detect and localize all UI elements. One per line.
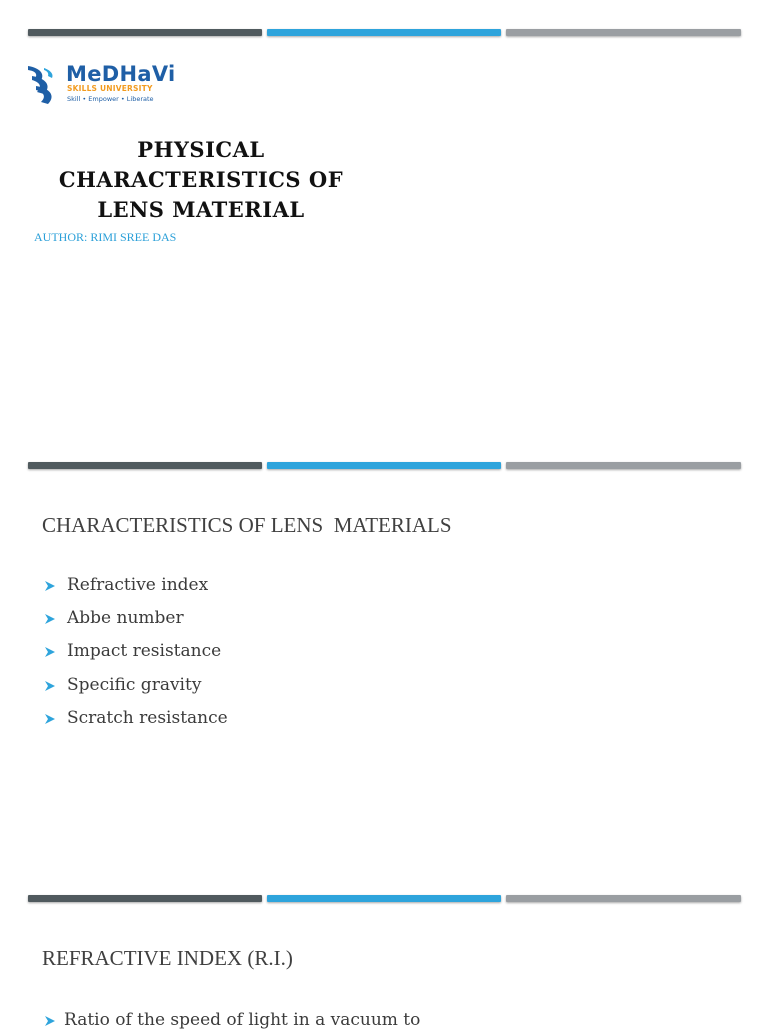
bar-gray [506, 462, 741, 469]
section-heading: CHARACTERISTICS OF LENS MATERIALS [42, 513, 452, 537]
bar-blue [267, 895, 501, 902]
list-item [44, 608, 228, 641]
list-item [44, 641, 228, 674]
characteristics-list [44, 575, 228, 741]
title-line-1: PHYSICAL [137, 137, 265, 162]
list-item-label: Scratch resistance [67, 707, 228, 728]
list-item [44, 575, 228, 608]
bar-blue [267, 462, 501, 469]
slide-top-bars [28, 895, 741, 903]
list-item [44, 675, 228, 708]
list-item [44, 708, 228, 741]
author-credit: AUTHOR: RIMI SREE DAS [34, 230, 177, 244]
bar-dark [28, 462, 262, 469]
list-item [44, 1010, 420, 1030]
arrow-bullet-icon [44, 580, 56, 592]
slide-top-bars [28, 462, 741, 470]
arrow-bullet-icon [44, 613, 56, 625]
list-item-label: Refractive index [67, 575, 209, 595]
arrow-bullet-icon [44, 713, 56, 725]
list-item-label: Impact resistance [67, 641, 222, 662]
list-item-label: Specific gravity [67, 674, 202, 695]
title-line-2: CHARACTERISTICS OF [58, 167, 344, 192]
arrow-bullet-icon [44, 1015, 56, 1027]
logo-name: MeDHaVi [66, 62, 176, 86]
arrow-bullet-icon [44, 646, 56, 658]
list-item-label: Ratio of the speed of light in a vacuum to [64, 1010, 421, 1030]
section-heading-refractive: REFRACTIVE INDEX (R.I.) [42, 946, 293, 970]
list-item-label: Abbe number [67, 608, 184, 629]
logo-subtitle: SKILLS UNIVERSITY [67, 84, 153, 93]
arrow-bullet-icon [44, 680, 56, 692]
logo-tagline: Skill • Empower • Liberate [67, 95, 154, 103]
bar-dark [28, 895, 262, 902]
bar-gray [506, 895, 741, 902]
title-line-3: LENS MATERIAL [97, 197, 305, 222]
